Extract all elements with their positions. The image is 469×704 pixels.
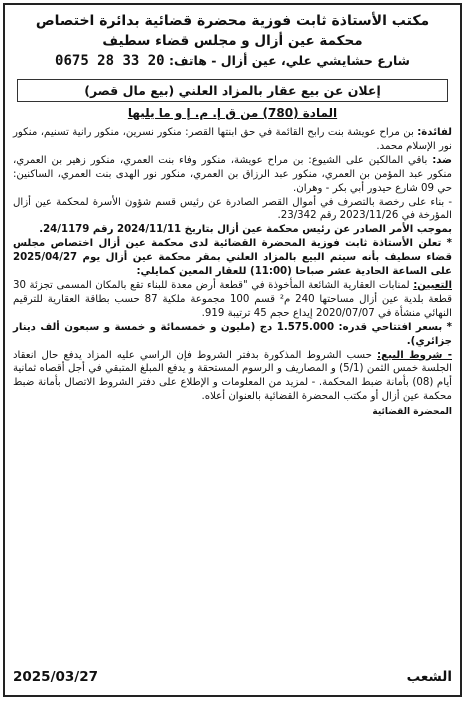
conditions-paragraph <box>13 349 452 405</box>
against-label: ضد: <box>432 154 452 166</box>
order-paragraph: بموجب الأمر الصادر عن رئيس محكمة عين أزال بتاريخ 2024/11/11 رقم 24/1179. <box>39 224 452 236</box>
against-paragraph <box>13 154 452 196</box>
notice-title: إعلان عن بيع عقار بالمزاد العلني (بيع مال قصر) <box>17 79 448 102</box>
publication-footer <box>13 669 452 685</box>
conditions-label: - شروط البيع: <box>377 349 452 361</box>
signature: المحضرة القضائية <box>372 407 452 418</box>
header-line-2: محكمة عين أزال و مجلس قضاء سطيف <box>102 33 363 49</box>
legal-article: المادة (780) من ق إ. م. إ و ما يليها <box>127 106 338 120</box>
newspaper-name: الشعب <box>406 669 452 685</box>
notice-frame <box>3 3 462 697</box>
address-text: شارع حشايشي علي، عين أزال - هاتف: <box>168 53 410 68</box>
against-text: باقي المالكين على الشيوع: بن مراح عويشة، منكور وفاء بنت العمري، منكور زهير بن العمري، منكور عبد المؤمن بن العمري، منكور عبد الرزاق بن العمري، منكور نور الهدى بنت العمري، الساكنين: حي 09 شارع حيدور أبي بكر - وهران. <box>13 154 452 194</box>
designation-text: لمنابات العقارية الشائعة المأخوذة في "قطعة أرض معدة للبناء تقع بالمكان المسمى تجزئة 30 قطعة بلدية عين أزال مساحتها 240 م² قسم 100 مجموعة ملكية 87 حسب بطاقة العقارية للترقيم النهائي منشأة في 2020/07/07 إيداع حجم 45 ترتيبة 919. <box>13 279 453 319</box>
beneficiary-text: بن مراح عويشة بنت رابح القائمة في حق ابنتها القصر: منكور نسرين، منكور رانية تسنيم، منكور نور الإسلام محمد. <box>13 127 452 152</box>
announcement-paragraph: * تعلن الأستاذة ثابت فوزية المحضرة القضائية لدى محكمة عين أزال اختصاص مجلس قضاء سطيف بأنه سيتم البيع بالمزاد العلني بمقر محكمة عين أزال يوم 2025/04/27 على الساعة الحادية عشر صباحا (11:00) للعقار المعين كمايلي: <box>13 238 452 278</box>
designation-label: التعيين: <box>413 279 452 291</box>
notice-body <box>13 126 452 420</box>
publication-date: 2025/03/27 <box>13 669 99 685</box>
authorization-paragraph: - بناء على رخصة بالتصرف في أموال القصر الصادرة عن رئيس قسم شؤون الأسرة لمحكمة عين أزال المؤرخة في 2023/11/26 رقم 23/342. <box>13 196 452 222</box>
header-line-3 <box>13 51 452 71</box>
header-line-1: مكتب الأستاذة ثابت فوزية محضرة قضائية بدائرة اختصاص <box>35 13 430 29</box>
beneficiary-paragraph <box>13 126 452 154</box>
conditions-text: حسب الشروط المذكورة بدفتر الشروط فإن الراسي عليه المزاد يدفع حال انعقاد الجلسة خمس الثمن (5/1) و المصاريف و الرسوم المستحقة و يدفع المبلغ المتبقي في أجل أقصاه ثمانية أيام (08) بأمانة ضبط المحكمة. - لمزيد من المعلومات و الإطلاع على دفتر الشروط الاتصال بأمانة ضبط محكمة عين أزال أو مكتب المحضرة القضائية بالعنوان أعلاه. <box>13 349 452 403</box>
designation-paragraph <box>13 279 452 321</box>
office-header <box>13 11 452 71</box>
beneficiary-label: لفائدة: <box>417 127 452 138</box>
phone-number: 0675 28 33 20 <box>55 53 165 69</box>
notice-content <box>13 11 452 689</box>
opening-price-paragraph: * بسعر افتتاحي قدره: 1.575.000 دج (مليون و خمسمائة و خمسة و سبعون ألف دينار جزائري). <box>13 321 452 347</box>
